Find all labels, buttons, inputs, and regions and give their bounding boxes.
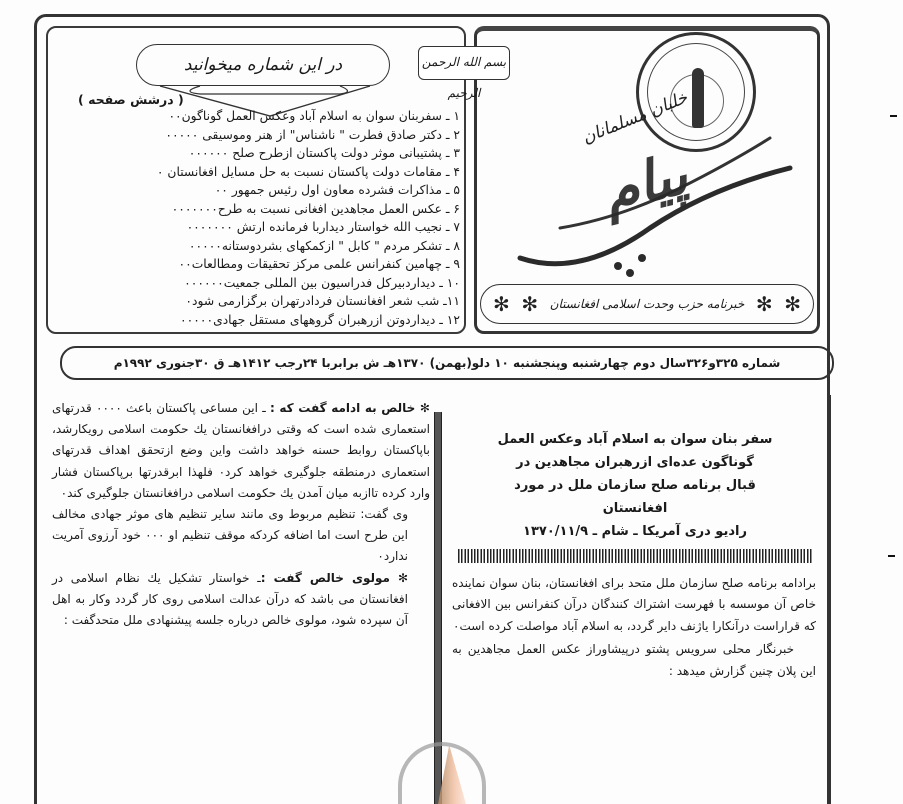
scan-mark bbox=[888, 555, 895, 557]
article-paragraph: برادامه برنامه صلح سازمان ملل متحد برای افغانستان، بنان سوان نماینده خاص آن موسسه با فهرست اشتراك کنندگان درآن کنفرانس بین الافغانی که قراراست درآنکارا یاژنف دایر گردد، به اسلام آباد مواصلت کرده است۰ bbox=[452, 576, 816, 633]
toc-item[interactable]: ۱ ـ سفربنان سوان به اسلام آباد وعکس العمل گوناگون۰۰ bbox=[168, 109, 460, 123]
paragraph-lead: ✻ خالص به ادامه گفت که : bbox=[269, 401, 430, 415]
article-source-line: رادیو دری آمریکا ـ شام ـ ۱۳۷۰/۱۱/۹ bbox=[523, 524, 747, 539]
bismillah-label: بسم الله الرحمن الرحيم bbox=[418, 46, 510, 80]
masthead-tagline-pill bbox=[480, 284, 814, 324]
toc-item[interactable]: ۶ ـ عکس العمل مجاهدین افغانی نسبت به طرح۰۰۰۰۰۰۰ bbox=[171, 201, 460, 216]
headline-line: افغانستان bbox=[602, 501, 668, 516]
article-headline bbox=[448, 428, 822, 543]
star-icon: ✻ bbox=[493, 292, 510, 316]
article-paragraph bbox=[52, 398, 430, 504]
star-icon: ✻ bbox=[784, 292, 801, 316]
star-icon: ✻ bbox=[521, 292, 539, 316]
paragraph-lead: ✻ مولوی خالص گفت : bbox=[260, 570, 409, 585]
toc-item[interactable]: ۱۱ـ شب شعر افغانستان فردادرتهران برگزارمی شود۰ bbox=[185, 294, 460, 308]
paragraph-text: ـ خواستار تشکیل یك نظام اسلامی در افغانستان می باشد که درآن عدالت اسلامی روی کار گردد وکار به اهل آن سپرده شود، مولوی خالص درباره جلسه پیشنهادی ملل متحدگفت : bbox=[52, 570, 408, 628]
headline-line: گوناگون عده‌ای ازرهبران مجاهدین در bbox=[516, 455, 754, 470]
issue-date-bar: شماره ۳۲۵و۳۲۶سال دوم چهارشنبه وپنجشنبه ۱۰ دلو(بهمن) ۱۳۷۰هـ ش برابربا ۲۴رجب ۱۴۱۲هـ ق ۳۰جنوری ۱۹۹۲م bbox=[60, 346, 834, 380]
headline-line: قبال برنامه صلح سازمان ملل در مورد bbox=[514, 478, 756, 493]
toc-item[interactable]: ۴ ـ مقامات دولت پاکستان نسبت به حل مسایل افغانستان ۰ bbox=[156, 164, 460, 179]
article-continuation bbox=[52, 398, 430, 631]
article-paragraph bbox=[52, 504, 430, 568]
toc-item[interactable]: ۳ ـ پشتیبانی موثر دولت پاکستان ازطرح صلح ۰۰۰۰۰۰ bbox=[188, 146, 460, 160]
page-border-left bbox=[34, 395, 37, 804]
paragraph-text: ـ این مساعی پاکستان باعث ۰۰۰۰ قدرتهای استعماری شده است که وقتی درافغانستان یك حکومت اسلامی رویکارشد، باپاکستان روابط حسنه خواهد داشت واین وضع ازتحقق اهداف قدرتهای استعماری درمنطقه جلوگیری خواهد کرد۰ فلهذا ابرقدرتها برپاکستان فشار وارد کرده تاازبه میان آمدن یك حکومت اسلامی درافغانستان جلوگیری کند۰ bbox=[52, 401, 430, 500]
toc-item[interactable]: ۹ ـ چهامین کنفرانس علمی مرکز تحقیقات ومطالعات۰۰ bbox=[178, 257, 460, 271]
toc-item[interactable]: ۲ ـ دکتر صادق فطرت " ناشناس" از هنر وموسیقی ۰۰۰۰۰ bbox=[165, 127, 460, 142]
article-paragraph bbox=[52, 568, 430, 632]
toc-list bbox=[54, 107, 462, 329]
toc-item[interactable]: ۱۰ ـ دیداردبیرکل فدراسیون بین المللی جمعیت۰۰۰۰۰۰ bbox=[184, 275, 460, 290]
page-border-right bbox=[828, 395, 831, 804]
toc-item[interactable]: ۷ ـ نجیب الله خواستار دیداربا فرمانده ارتش ۰۰۰۰۰۰۰ bbox=[186, 220, 460, 234]
toc-item[interactable]: ۵ ـ مذاکرات فشرده معاون اول رئیس جمهور ۰۰ bbox=[214, 183, 460, 197]
toc-item[interactable]: ۸ ـ تشکر مردم " کابل " ازکمکهای بشردوستانه۰۰۰۰۰ bbox=[188, 238, 460, 253]
scan-mark bbox=[890, 115, 897, 117]
masthead-tagline: خبرنامه حزب وحدت اسلامی افغانستان bbox=[549, 297, 745, 311]
masthead-subtitle: خلبان مسلمانان bbox=[579, 87, 691, 149]
paragraph-text: وی گفت: تنظیم مربوط وی مانند سایر تنظیم های موثر جهادی مخالف این طرح است اما اضافه کردکه موقف تنظیم او ۰۰۰ خود آرزوی آمریت ندارد۰ bbox=[52, 507, 408, 564]
barcode-separator bbox=[458, 549, 812, 563]
article-paragraph: خبرنگار محلی سرویس پشتو درپیشاوراز عکس العمل مجاهدین به این پلان چنین گزارش میدهد : bbox=[452, 642, 816, 678]
lead-article bbox=[448, 428, 822, 682]
masthead-title: پیام bbox=[596, 140, 694, 226]
headline-line: سفر بنان سوان به اسلام آباد وعکس العمل bbox=[497, 432, 773, 447]
toc-item[interactable]: ۱۲ ـ دیداردوتن ازرهبران گروههای مستقل جهادی۰۰۰۰۰ bbox=[180, 312, 460, 327]
toc-page-count-label: ( درشش صفحه ) bbox=[78, 92, 184, 107]
toc-header: در این شماره میخوانید bbox=[136, 44, 390, 86]
star-icon: ✻ bbox=[755, 292, 773, 316]
